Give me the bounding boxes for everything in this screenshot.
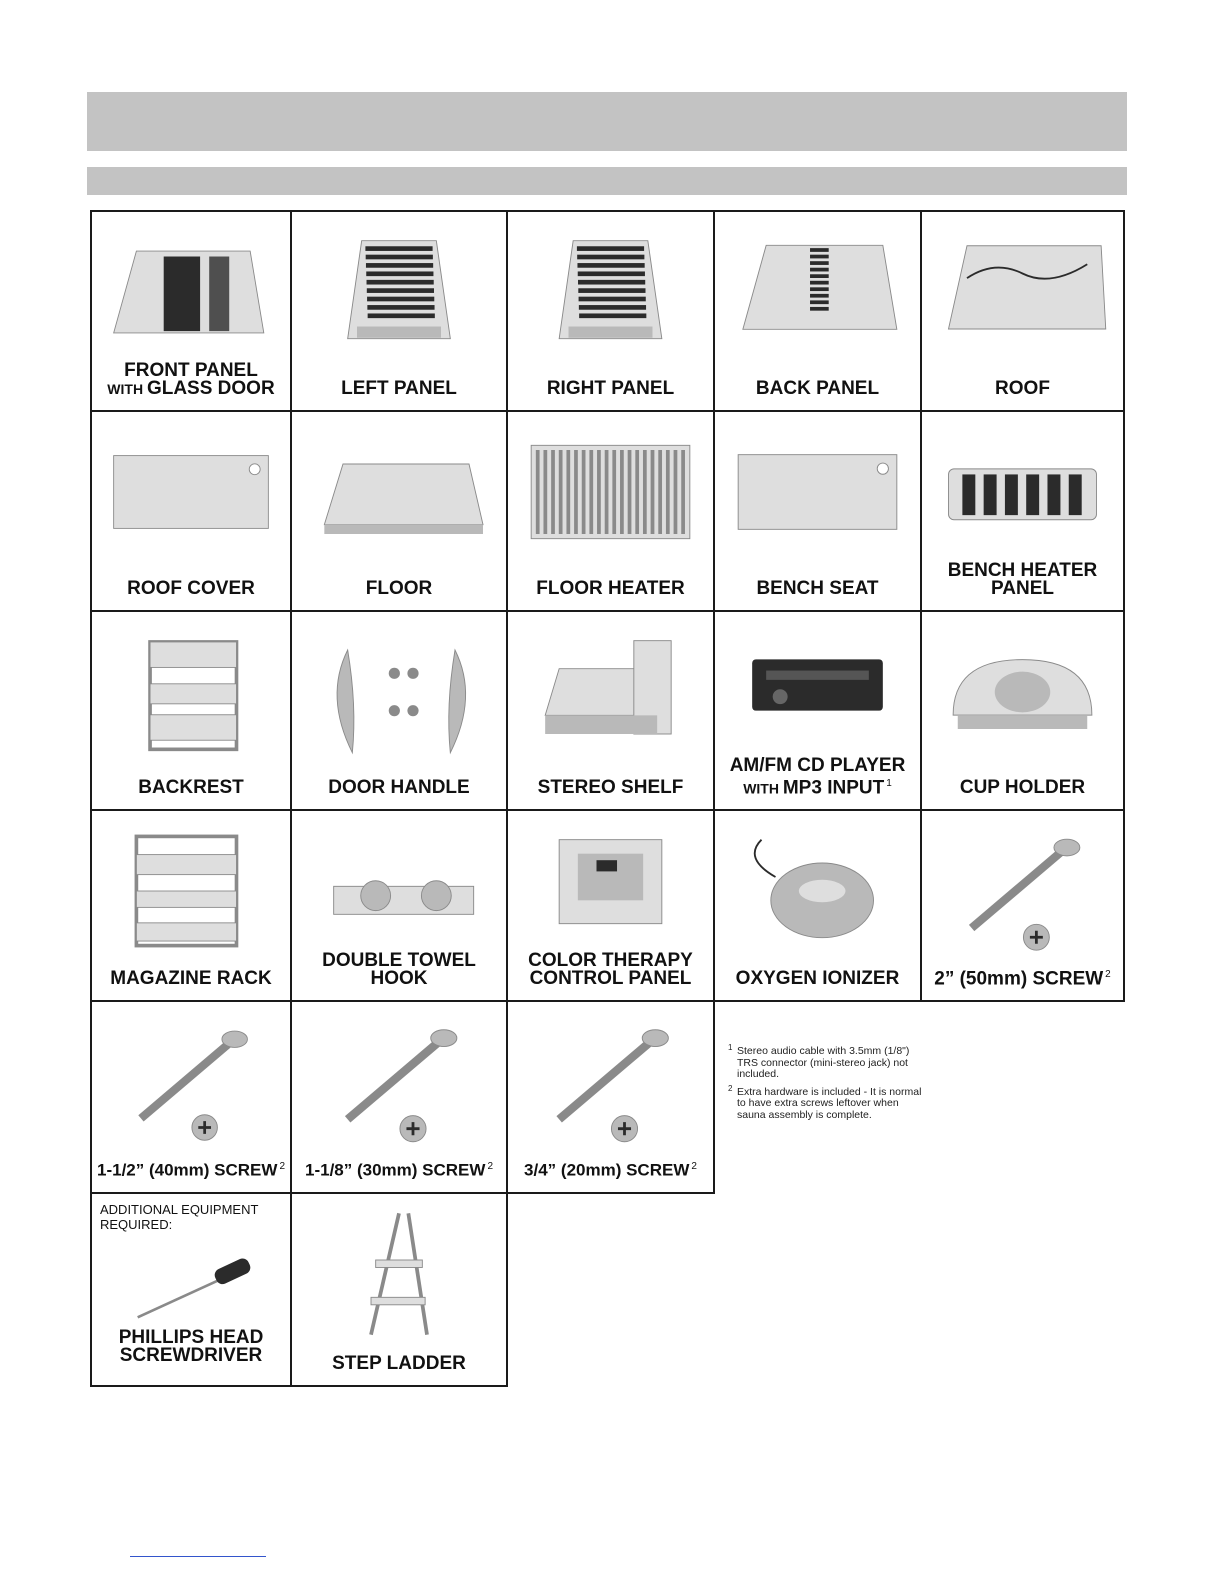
ladder-image (300, 1204, 498, 1344)
part-label (294, 1158, 504, 1180)
label-rest: CONTROL PANEL (529, 968, 692, 989)
part-label-line: FLOOR (365, 578, 433, 599)
label-rest: SCREWDRIVER (119, 1345, 263, 1366)
part-label-line: COLOR THERAPY (528, 950, 693, 971)
footnotes (728, 1043, 928, 1127)
screw-image (930, 821, 1115, 961)
header-band (87, 92, 1127, 151)
part-cell-step-ladder (290, 1192, 508, 1387)
footnote-ref: 1 (886, 777, 892, 789)
floor-image (300, 422, 498, 562)
part-label (924, 562, 1121, 598)
part-cell-cd-player (713, 610, 922, 811)
part-label-line: CUP HOLDER (959, 777, 1086, 798)
cup-holder-image (930, 622, 1115, 762)
part-cell-door-handle (290, 610, 508, 811)
part-cell-roof-cover (90, 410, 292, 612)
part-label-line: AM/FM CD PLAYER (729, 754, 906, 776)
part-label (294, 580, 504, 598)
part-label (510, 380, 711, 398)
heater-panel-image (516, 222, 705, 362)
label-small: WITH (107, 381, 147, 397)
part-label-line (94, 1347, 288, 1365)
board-image (723, 422, 912, 562)
part-label-line: BACKREST (138, 777, 244, 798)
part-cell-left-panel (290, 210, 508, 412)
footnote-ref: 2 (1105, 968, 1111, 980)
footnote-ref: 2 (279, 1161, 285, 1173)
part-cell-stereo-shelf (506, 610, 715, 811)
label-rest: PANEL (991, 578, 1054, 599)
ionizer-image (723, 821, 912, 961)
additional-line: REQUIRED: (100, 1217, 173, 1232)
part-cell-roof (920, 210, 1125, 412)
part-label-line: ROOF COVER (127, 578, 255, 599)
heater-strip-image (930, 422, 1115, 562)
rack-image (100, 821, 282, 961)
part-label-line: PHILLIPS HEAD (118, 1327, 264, 1348)
radio-image (723, 622, 912, 762)
part-label (94, 1158, 288, 1180)
part-label (924, 380, 1121, 398)
label-rest: GLASS DOOR (146, 378, 275, 399)
part-cell-screwdriver (90, 1192, 292, 1387)
part-cell-screw-30 (290, 1000, 508, 1194)
part-label-line: FRONT PANEL (124, 360, 258, 381)
part-label-line: STEP LADDER (332, 1353, 466, 1374)
part-label (94, 970, 288, 988)
roof-image (930, 222, 1115, 362)
subheader-band (87, 167, 1127, 195)
part-label (94, 580, 288, 598)
footnote-1 (728, 1043, 928, 1081)
part-cell-bench-heater-panel (920, 410, 1125, 612)
footnote-text: Stereo audio cable with 3.5mm (1/8") TRS connector (mini-stereo jack) not included. (737, 1045, 910, 1080)
part-label-line: DOOR HANDLE (328, 777, 470, 798)
part-label (94, 779, 288, 797)
panel-door-image (100, 222, 282, 362)
part-cell-screw-40 (90, 1000, 292, 1194)
part-cell-color-therapy (506, 809, 715, 1002)
screwdriver-image (100, 1234, 282, 1334)
part-label-line (924, 580, 1121, 598)
backrest-image (100, 622, 282, 762)
part-label-line: 2” (50mm) SCREW $^2$ (934, 968, 1111, 989)
part-label-line: ROOF (995, 378, 1050, 399)
part-label (924, 779, 1121, 797)
additional-line: ADDITIONAL EQUIPMENT (100, 1202, 259, 1217)
part-cell-screw-50 (920, 809, 1125, 1002)
part-label-line (717, 775, 918, 797)
part-label-line: STEREO SHELF (537, 777, 684, 798)
part-label (924, 966, 1121, 988)
part-label-line: LEFT PANEL (341, 378, 457, 399)
part-cell-front-panel (90, 210, 292, 412)
part-cell-floor (290, 410, 508, 612)
label-rest: HOOK (370, 968, 428, 989)
part-label-line: DOUBLE TOWEL (322, 950, 476, 971)
part-label-line (294, 970, 504, 988)
part-label (510, 952, 711, 988)
footnote-number: 1 (728, 1043, 733, 1052)
part-label (717, 580, 918, 598)
label-rest: MP3 INPUT (782, 777, 885, 798)
part-label-line (510, 970, 711, 988)
part-label-line: 3/4” (20mm) SCREW $^2$ (524, 1161, 697, 1180)
handle-image (300, 622, 498, 762)
part-cell-back-panel (713, 210, 922, 412)
back-panel-image (723, 222, 912, 362)
part-label-line: BACK PANEL (755, 378, 880, 399)
slats-image (516, 422, 705, 562)
part-label (717, 380, 918, 398)
heater-panel-image (300, 222, 498, 362)
footnote-ref: 2 (691, 1161, 697, 1173)
label-small: WITH (743, 780, 783, 796)
footnote-2 (728, 1083, 928, 1122)
part-label-line: OXYGEN IONIZER (735, 968, 900, 989)
part-cell-oxygen-ionizer (713, 809, 922, 1002)
board-image (100, 422, 282, 562)
part-cell-double-towel-hook (290, 809, 508, 1002)
part-cell-magazine-rack (90, 809, 292, 1002)
screw-image (300, 1012, 498, 1152)
screw-image (516, 1012, 705, 1152)
part-cell-backrest (90, 610, 292, 811)
footnote-ref: 2 (487, 1161, 493, 1173)
part-label-line: MAGAZINE RACK (110, 968, 272, 989)
footer-link-underline (130, 1556, 266, 1557)
part-label (94, 362, 288, 398)
part-label (294, 1355, 504, 1373)
part-label (294, 952, 504, 988)
part-label-line (94, 380, 288, 398)
part-label (717, 754, 918, 798)
part-label (294, 380, 504, 398)
part-label-line: 1-1/2” (40mm) SCREW $^2$ (97, 1161, 285, 1180)
part-label (94, 1329, 288, 1365)
part-label (510, 580, 711, 598)
additional-equipment-note (100, 1202, 258, 1232)
part-cell-floor-heater (506, 410, 715, 612)
footnote-text: Extra hardware is included - It is normal to have extra screws leftover when sauna assembly is complete. (737, 1085, 922, 1121)
part-label-line: BENCH SEAT (756, 578, 879, 599)
control-panel-image (516, 821, 705, 961)
part-label-line: 1-1/8” (30mm) SCREW $^2$ (305, 1161, 493, 1180)
part-label-line: BENCH HEATER (947, 560, 1098, 581)
part-cell-bench-seat (713, 410, 922, 612)
part-label (510, 1158, 711, 1180)
part-cell-cup-holder (920, 610, 1125, 811)
part-cell-screw-20 (506, 1000, 715, 1194)
towel-hook-image (300, 821, 498, 961)
part-label (294, 779, 504, 797)
part-label (717, 970, 918, 988)
part-label-line: RIGHT PANEL (546, 378, 675, 399)
footnote-number: 2 (728, 1083, 733, 1093)
shelf-image (516, 622, 705, 762)
part-cell-right-panel (506, 210, 715, 412)
part-label (510, 779, 711, 797)
screw-image (100, 1012, 282, 1152)
part-label-line: FLOOR HEATER (536, 578, 685, 599)
